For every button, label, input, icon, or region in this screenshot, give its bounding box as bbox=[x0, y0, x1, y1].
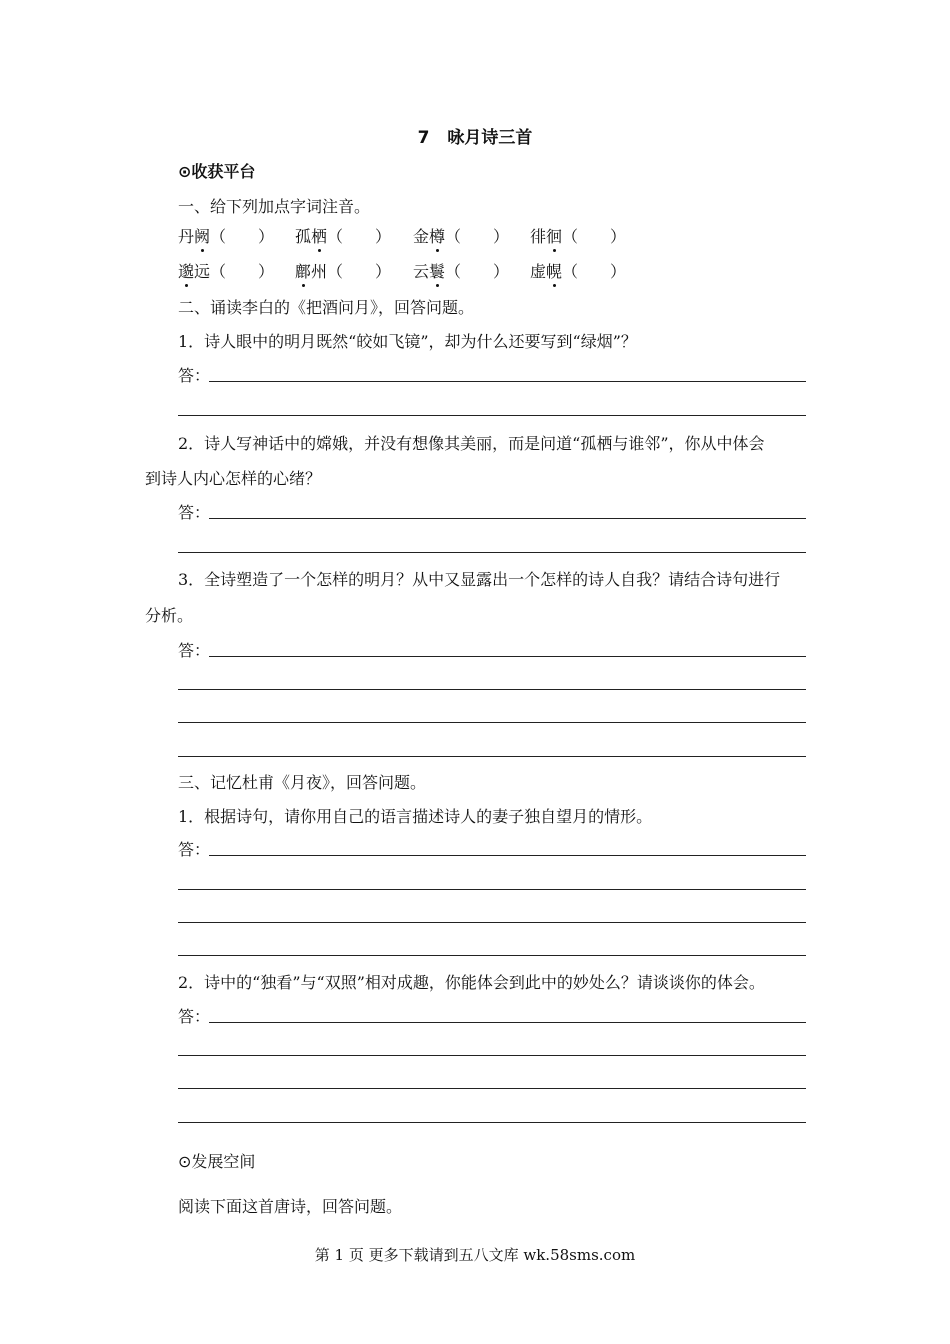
pinyin-item: 邈远（ ） bbox=[178, 262, 275, 281]
answer-label: 答： bbox=[178, 503, 211, 522]
answer-line[interactable] bbox=[178, 689, 806, 690]
dotted-char: 徊 bbox=[546, 227, 563, 246]
answer-label: 答： bbox=[178, 840, 211, 859]
dotted-char: 鄜 bbox=[295, 262, 312, 281]
answer-line[interactable] bbox=[209, 656, 806, 657]
q1-instruction: 一、给下列加点字词注音。 bbox=[178, 197, 371, 216]
reading-prompt: 阅读下面这首唐诗，回答问题。 bbox=[178, 1197, 403, 1216]
pinyin-item: 云鬟（ ） bbox=[413, 262, 510, 281]
answer-line[interactable] bbox=[178, 889, 806, 890]
answer-line[interactable] bbox=[178, 756, 806, 757]
answer-line[interactable] bbox=[209, 518, 806, 519]
lesson-number: 7 bbox=[417, 128, 430, 148]
q2-instruction: 二、诵读李白的《把酒问月》，回答问题。 bbox=[178, 298, 475, 317]
dotted-char: 邈 bbox=[178, 262, 195, 281]
section-harvest-heading: ⊙收获平台 bbox=[178, 162, 256, 181]
q3-item1: 1．根据诗句，请你用自己的语言描述诗人的妻子独自望月的情形。 bbox=[178, 807, 653, 826]
answer-line[interactable] bbox=[178, 922, 806, 923]
page-footer: 第 1 页 更多下载请到五八文库 wk.58sms.com bbox=[314, 1246, 636, 1264]
q2-item3-line1: 3．全诗塑造了一个怎样的明月？从中又显露出一个怎样的诗人自我？请结合诗句进行 bbox=[178, 570, 781, 589]
pinyin-item: 虚幌（ ） bbox=[530, 262, 627, 281]
dotted-char: 幌 bbox=[546, 262, 563, 281]
q2-item1: 1．诗人眼中的明月既然“皎如飞镜”，却为什么还要写到“绿烟”？ bbox=[178, 332, 637, 351]
pinyin-item: 徘徊（ ） bbox=[530, 227, 627, 246]
pinyin-item: 鄜州（ ） bbox=[295, 262, 392, 281]
answer-label: 答： bbox=[178, 641, 211, 660]
answer-line[interactable] bbox=[209, 855, 806, 856]
q3-item2: 2．诗中的“独看”与“双照”相对成趣，你能体会到此中的妙处么？请谈谈你的体会。 bbox=[178, 973, 765, 992]
answer-line[interactable] bbox=[178, 722, 806, 723]
section-development-heading: ⊙发展空间 bbox=[178, 1152, 256, 1171]
pinyin-item: 孤栖（ ） bbox=[295, 227, 392, 246]
q2-item3-line2: 分析。 bbox=[145, 606, 194, 625]
pinyin-item: 金樽（ ） bbox=[413, 227, 510, 246]
answer-label: 答： bbox=[178, 366, 211, 385]
answer-line[interactable] bbox=[178, 955, 806, 956]
answer-line[interactable] bbox=[178, 1088, 806, 1089]
dotted-char: 阙 bbox=[194, 227, 211, 246]
dotted-char: 鬟 bbox=[429, 262, 446, 281]
answer-line[interactable] bbox=[209, 1022, 806, 1023]
page-title bbox=[0, 127, 950, 149]
pinyin-item: 丹阙（ ） bbox=[178, 227, 275, 246]
lesson-title: 咏月诗三首 bbox=[447, 128, 533, 148]
answer-line[interactable] bbox=[178, 552, 806, 553]
answer-label: 答： bbox=[178, 1007, 211, 1026]
answer-line[interactable] bbox=[178, 1122, 806, 1123]
answer-line[interactable] bbox=[178, 415, 806, 416]
q3-instruction: 三、记忆杜甫《月夜》，回答问题。 bbox=[178, 773, 427, 792]
dotted-char: 栖 bbox=[311, 227, 328, 246]
q2-item2-line1: 2．诗人写神话中的嫦娥，并没有想像其美丽，而是问道“孤栖与谁邻”，你从中体会 bbox=[178, 434, 765, 453]
q2-item2-line2: 到诗人内心怎样的心绪？ bbox=[145, 469, 322, 488]
dotted-char: 樽 bbox=[429, 227, 446, 246]
answer-line[interactable] bbox=[178, 1055, 806, 1056]
answer-line[interactable] bbox=[209, 381, 806, 382]
